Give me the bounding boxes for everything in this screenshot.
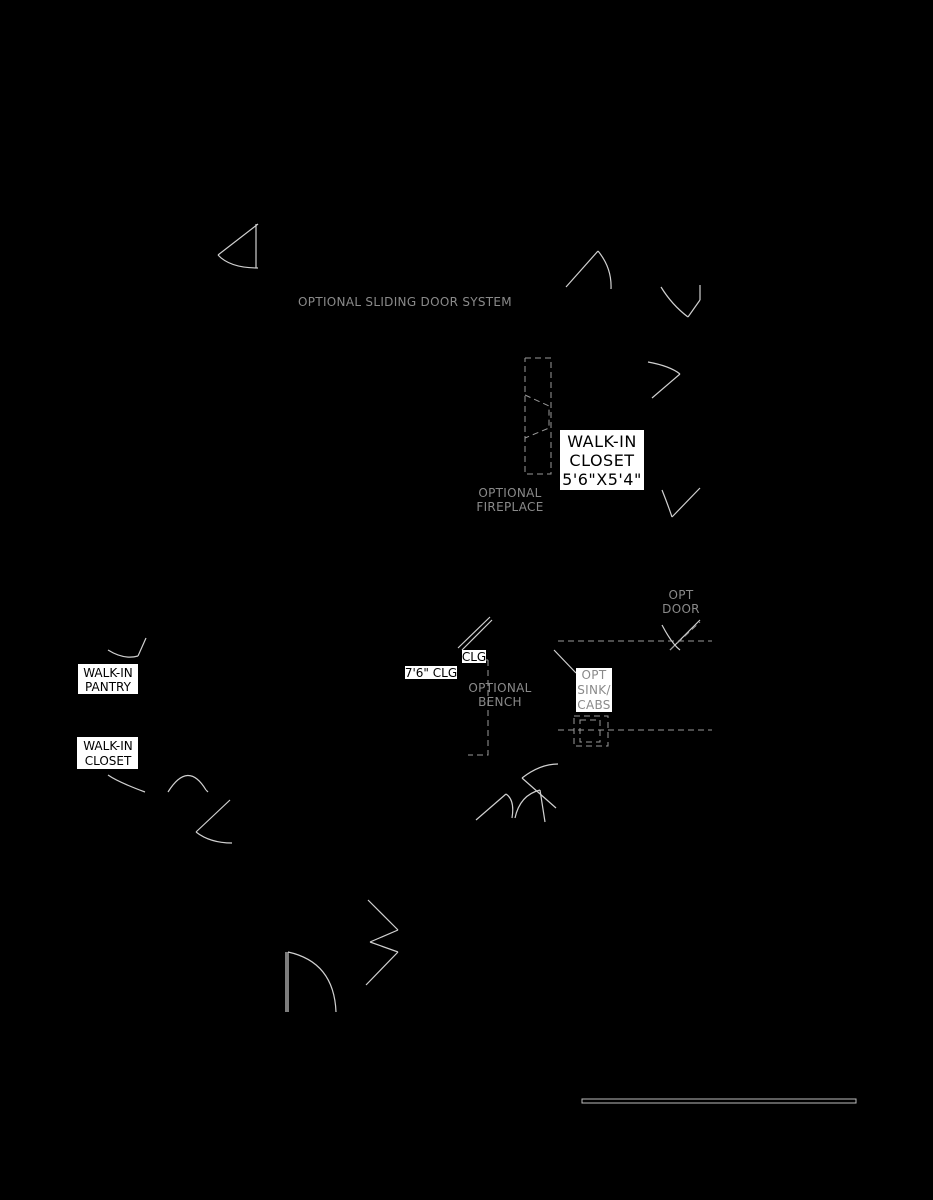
door-swing-bench-top [458,617,492,650]
door-swing-top-left [218,224,258,268]
scale-bar [582,1099,856,1103]
closet-left-label-1: WALK-IN [83,739,133,753]
opt-door-label-2: DOOR [662,602,700,616]
sink-label-2: SINK/ [577,683,611,697]
sliding-door-label: OPTIONAL SLIDING DOOR SYSTEM [298,295,512,309]
sink-label-3: CABS [577,698,611,712]
fireplace-outline [525,358,551,474]
door-swing-sink [554,650,576,673]
opt-door-label-1: OPT [668,588,694,602]
clg-76-label: 7'6" CLG [404,666,458,680]
door-swing-lower [286,952,336,1012]
bench-label-2: BENCH [478,695,522,709]
door-swing-top-right [661,285,700,317]
door-swing-pantry [108,638,146,657]
walkin-closet-top-dimension: 5'6"X5'4" [562,470,642,489]
pantry-label-1: WALK-IN [83,666,133,680]
door-swing-closet-right [662,488,700,517]
closet-left-label-2: CLOSET [84,754,132,768]
door-swing-opt-door [662,620,700,650]
door-swing-top-mid [566,251,611,289]
pantry-label-2: PANTRY [85,680,131,694]
door-swing-closet-upper [648,362,680,398]
clg-small-label: CLG [461,650,487,664]
door-swing-closet-left [108,775,208,792]
walkin-closet-top-label-2: CLOSET [569,451,635,470]
sink-label-1: OPT [581,668,607,682]
fireplace-label-1: OPTIONAL [478,486,542,500]
door-swing-entry [476,764,558,822]
walkin-closet-top-label-1: WALK-IN [567,432,637,451]
bench-label-1: OPTIONAL [468,681,532,695]
fireplace-label-2: FIREPLACE [476,500,544,514]
door-swing-closet-left-lower [196,800,232,843]
door-swing-lower-bifold [366,900,398,985]
